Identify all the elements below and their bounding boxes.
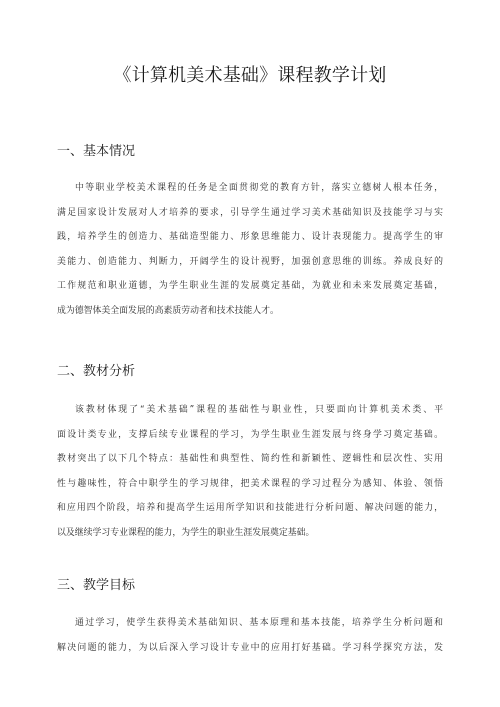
section-paragraph-basic-info <box>57 176 443 324</box>
paragraph-line: 美能力、创造能力、判断力，开阔学生的设计视野，加强创意思维的训练。养成良好的 <box>57 256 443 267</box>
paragraph-line: 以及继续学习专业课程的能力，为学生的职业生涯发展奠定基础。 <box>57 527 315 538</box>
paragraph-line: 成为德智体美全面发展的高素质劳动者和技术技能人才。 <box>57 305 279 316</box>
section-heading-textbook-analysis: 二、教材分析 <box>57 364 136 379</box>
paragraph-line: 性与趣味性，符合中职学生的学习规律，把美术课程的学习过程分为感知、体验、领悟 <box>57 478 443 489</box>
section-heading-basic-info: 一、基本情况 <box>57 144 136 159</box>
document-title: 《计算机美术基础》课程教学计划 <box>113 65 387 86</box>
paragraph-line: 该教材体现了“美术基础”课程的基础性与职业性，只要面向计算机美术类、平 <box>75 405 443 415</box>
paragraph-line: 教材突出了以下几个特点：基础性和典型性、简约性和新颖性、逻辑性和层次性、实用 <box>57 454 443 465</box>
paragraph-line: 通过学习，使学生获得美术基础知识、基本原理和基本技能，培养学生分析问题和 <box>75 618 443 628</box>
section-paragraph-teaching-goals <box>57 611 443 660</box>
paragraph-line: 践，培养学生的创造力、基础造型能力、形象思维能力、设计表现能力。提高学生的审 <box>57 232 443 243</box>
section-paragraph-textbook-analysis <box>57 398 443 546</box>
paragraph-line: 满足国家设计发展对人才培养的要求，引导学生通过学习美术基础知识及技能学习与实 <box>57 207 443 218</box>
paragraph-line: 和应用四个阶段，培养和提高学生运用所学知识和技能进行分析问题、解决问题的能力， <box>57 503 443 514</box>
paragraph-line: 中等职业学校美术课程的任务是全面贯彻党的教育方针，落实立德树人根本任务， <box>75 183 443 193</box>
paragraph-line: 工作规范和职业道德，为学生职业生涯的发展奠定基础，为就业和未来发展奠定基础， <box>57 281 443 292</box>
paragraph-line: 解决问题的能力，为以后深入学习设计专业中的应用打好基础。学习科学探究方法，发 <box>57 642 443 653</box>
paragraph-line: 面设计类专业，支撑后续专业课程的学习，为学生职业生涯发展与终身学习奠定基础。 <box>57 429 443 440</box>
section-heading-teaching-goals: 三、教学目标 <box>57 578 136 593</box>
